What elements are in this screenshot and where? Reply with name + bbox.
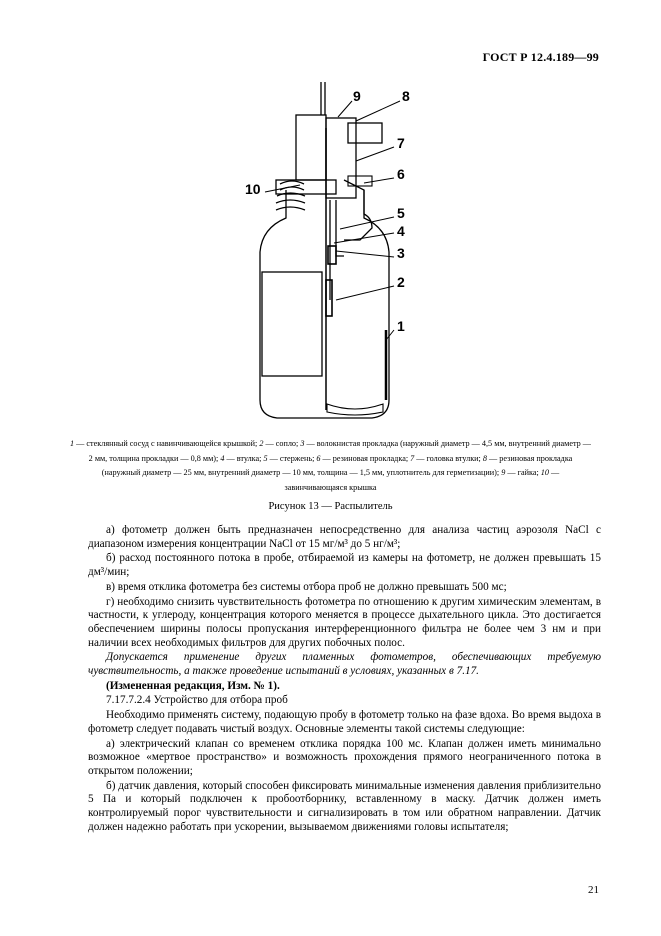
para-note: Допускается применение других пламенных фотометров, обеспечивающих требуемую чувствительность, а также проведение испытаний в условиях, указанных в 7.17. [88, 651, 601, 678]
callout-6: 6 [397, 166, 405, 182]
legend-text-3: — волокнистая прокладка (наружный диаметр — 4,5 мм, внутренний диаметр — 2 мм, толщина прокладки — 0,8 мм); [88, 439, 591, 463]
legend-num-3: 3 [300, 439, 305, 448]
vessel-label-area [262, 272, 322, 376]
outlet-tube [348, 123, 382, 143]
callout-4: 4 [397, 223, 405, 239]
callout-3: 3 [397, 245, 405, 261]
para-c: в) время отклика фотометра без системы отбора проб не должно превышать 500 мс; [106, 580, 507, 593]
legend-text-1: — стеклянный сосуд с навинчивающейся крышкой; [74, 439, 260, 448]
section-heading: 7.17.7.2.4 Устройство для отбора проб [106, 694, 288, 707]
legend-num-5: 5 [263, 453, 268, 463]
legend-num-2: 2 [259, 439, 264, 448]
para-intro: Необходимо применять систему, подающую пробу в фотометр только на фазе вдоха. Во время выдоха в фотометр следует подавать чистый воздух. Основные элементы такой системы следующие: [88, 709, 601, 735]
legend-num-1: 1 [70, 439, 75, 448]
callout-10: 10 [245, 181, 261, 197]
para-amendment: (Измененная редакция, Изм. № 1). [106, 679, 280, 692]
para-b: б) расход постоянного потока в пробе, отбираемой из камеры на фотометр, не должен превышать 15 дм³/мин; [88, 552, 601, 579]
nut [296, 115, 326, 180]
legend-num-10: 10 [540, 468, 549, 477]
callout-8: 8 [402, 88, 410, 104]
callout-5: 5 [397, 205, 405, 221]
legend-num-8: 8 [482, 453, 487, 463]
callout-2: 2 [397, 274, 405, 290]
legend-text-6: — резиновая прокладка; [320, 453, 411, 463]
callout-9: 9 [353, 88, 361, 104]
fibrous-pad [328, 246, 336, 264]
document-header: ГОСТ Р 12.4.189—99 [482, 50, 599, 64]
legend-text-8: — резиновая прокладка (наружный диаметр — 25 мм, внутренний диаметр — 10 мм, толщина — 1,5 мм, уплотнитель для герметизации); [101, 453, 573, 477]
legend-num-4: 4 [220, 453, 225, 463]
vessel-bottom-hatch [327, 404, 383, 415]
legend-num-7: 7 [410, 453, 415, 463]
legend-text-2: — сопло; [263, 439, 301, 448]
legend-text-10: — завинчивающаяся крышка [284, 468, 560, 492]
neck-threads [276, 193, 305, 210]
legend-text-7: — головка втулки; [414, 453, 483, 463]
legend-text-5: — стержень; [267, 453, 317, 463]
figure-caption: Рисунок 13 — Распылитель [268, 501, 393, 512]
legend-num-6: 6 [316, 453, 321, 463]
legend-text-9: — гайка; [505, 468, 541, 477]
sprayer-figure [0, 60, 661, 430]
body-text [88, 524, 601, 835]
para-sensor: б) датчик давления, который способен фиксировать минимальные изменения давления приблизительно 5 Па и который подключен к пробоотборнику, вставленному в маску. Датчик должен иметь контролируемый порог чувствительности и сигнализировать в том или обратном направлении. Датчик должен надежно работать при ускорении, вызываемом движениями головы испытателя; [88, 779, 601, 833]
page-number: 21 [588, 884, 599, 896]
para-d: г) необходимо снизить чувствительность фотометра по отношению к другим химическим элементам, в частности, к углероду, концентрация которого меняется в процессе дыхательного цикла. Это достигается обеспечением ширины полосы пропускания интерференционного фильтра не более чем 3 нм и при наличии всех необходимых фильтров для других побочных полос. [88, 595, 601, 649]
figure-legend [70, 437, 591, 495]
glass-vessel [260, 190, 389, 418]
nozzle [326, 280, 332, 316]
callout-7: 7 [397, 135, 405, 151]
para-valve: а) электрический клапан со временем отклика порядка 100 мс. Клапан должен иметь минимально возможное «мертвое пространство» и возможность прохождения прямого неограниченного потока в открытом положении; [88, 737, 601, 777]
legend-num-9: 9 [501, 468, 506, 477]
legend-text-4: — втулка; [224, 453, 264, 463]
callout-1: 1 [397, 318, 405, 334]
para-a: а) фотометр должен быть предназначен непосредственно для анализа частиц аэрозоля NaCl с диапазоном измерения концентрации NaCl от 15 мг/м³ до 5 нг/м³; [88, 524, 601, 550]
